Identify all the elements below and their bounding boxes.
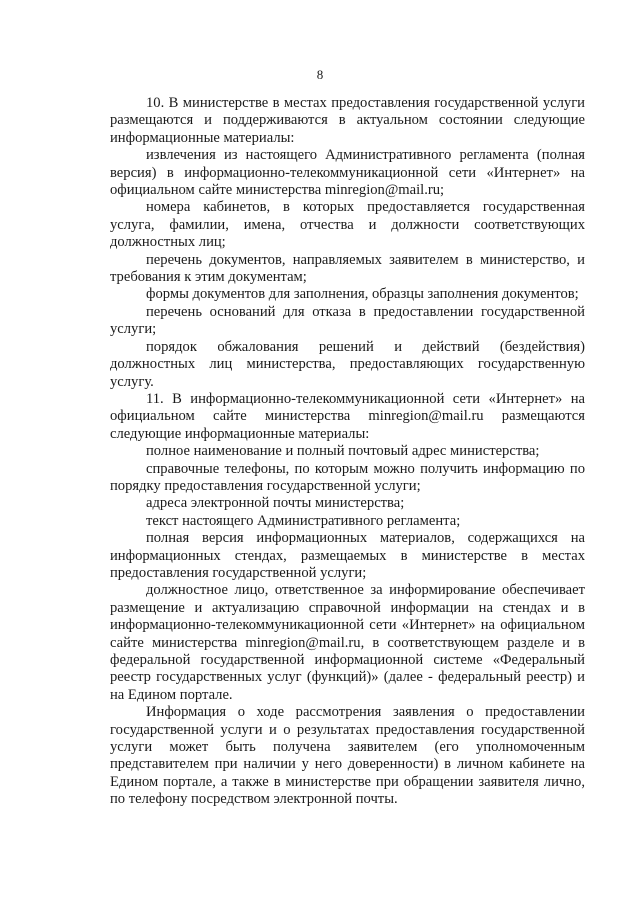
list-item-office-numbers: номера кабинетов, в которых предоставляется государственная услуга, фамилии, имена, отчества и должности соответствующих должностных лиц; — [110, 199, 585, 251]
list-item-full-materials: полная версия информационных материалов, содержащихся на информационных стендах, размещаемых в министерстве в местах предоставления государственной услуги; — [110, 530, 585, 581]
list-item-refusal-grounds: перечень оснований для отказа в предоставлении государственной услуги; — [110, 303, 585, 338]
paragraph-application-status: Информация о ходе рассмотрения заявления о предоставлении государственной услуги и о результатах предоставления государственной услуги может быть получена заявителем (его уполномоченным представителем при наличии у него доверенности) в личном кабинете на Едином портале, а также в министерстве при обращении заявителя лично, по телефону посредством электронной почты. — [110, 704, 585, 808]
list-item-appeal-procedure: порядок обжалования решений и действий (бездействия) должностных лиц министерства, предоставляющих государственную услугу. — [110, 338, 585, 390]
list-item-forms: формы документов для заполнения, образцы заполнения документов; — [146, 286, 579, 303]
list-item-full-name-address: полное наименование и полный почтовый адрес министерства; — [146, 443, 540, 460]
list-item-documents-list: перечень документов, направляемых заявителем в министерство, и требования к этим документам; — [110, 251, 585, 286]
list-item-regulation-text: текст настоящего Административного регламента; — [146, 512, 461, 529]
document-body — [110, 95, 585, 809]
paragraph-responsible-official: должностное лицо, ответственное за информирование обеспечивает размещение и актуализацию справочной информации на стендах и в информационно-телекоммуникационной сети «Интернет» на официальном сайте министерства minregion@mail.ru, в соответствующем разделе и в федеральной государственной информационной системе «Федеральный реестр государственных услуг (функций)» (далее - федеральный реестр) и на Едином портале. — [110, 582, 585, 703]
page-number: 8 — [316, 67, 324, 82]
list-item-phones: справочные телефоны, по которым можно получить информацию по порядку предоставления государственной услуги; — [110, 460, 585, 494]
list-item-regulation-extract: извлечения из настоящего Административного регламента (полная версия) в информационно-телекоммуникационной сети «Интернет» на официальном сайте министерства minregion@mail.ru; — [110, 147, 585, 199]
paragraph-11-intro: 11. В информационно-телекоммуникационной сети «Интернет» на официальном сайте министерства minregion@mail.ru размещаются следующие информационные материалы: — [110, 390, 585, 442]
list-item-email-addresses: адреса электронной почты министерства; — [146, 495, 405, 512]
paragraph-10-intro: 10. В министерстве в местах предоставления государственной услуги размещаются и поддерживаются в актуальном состоянии следующие информационные материалы: — [110, 95, 585, 146]
